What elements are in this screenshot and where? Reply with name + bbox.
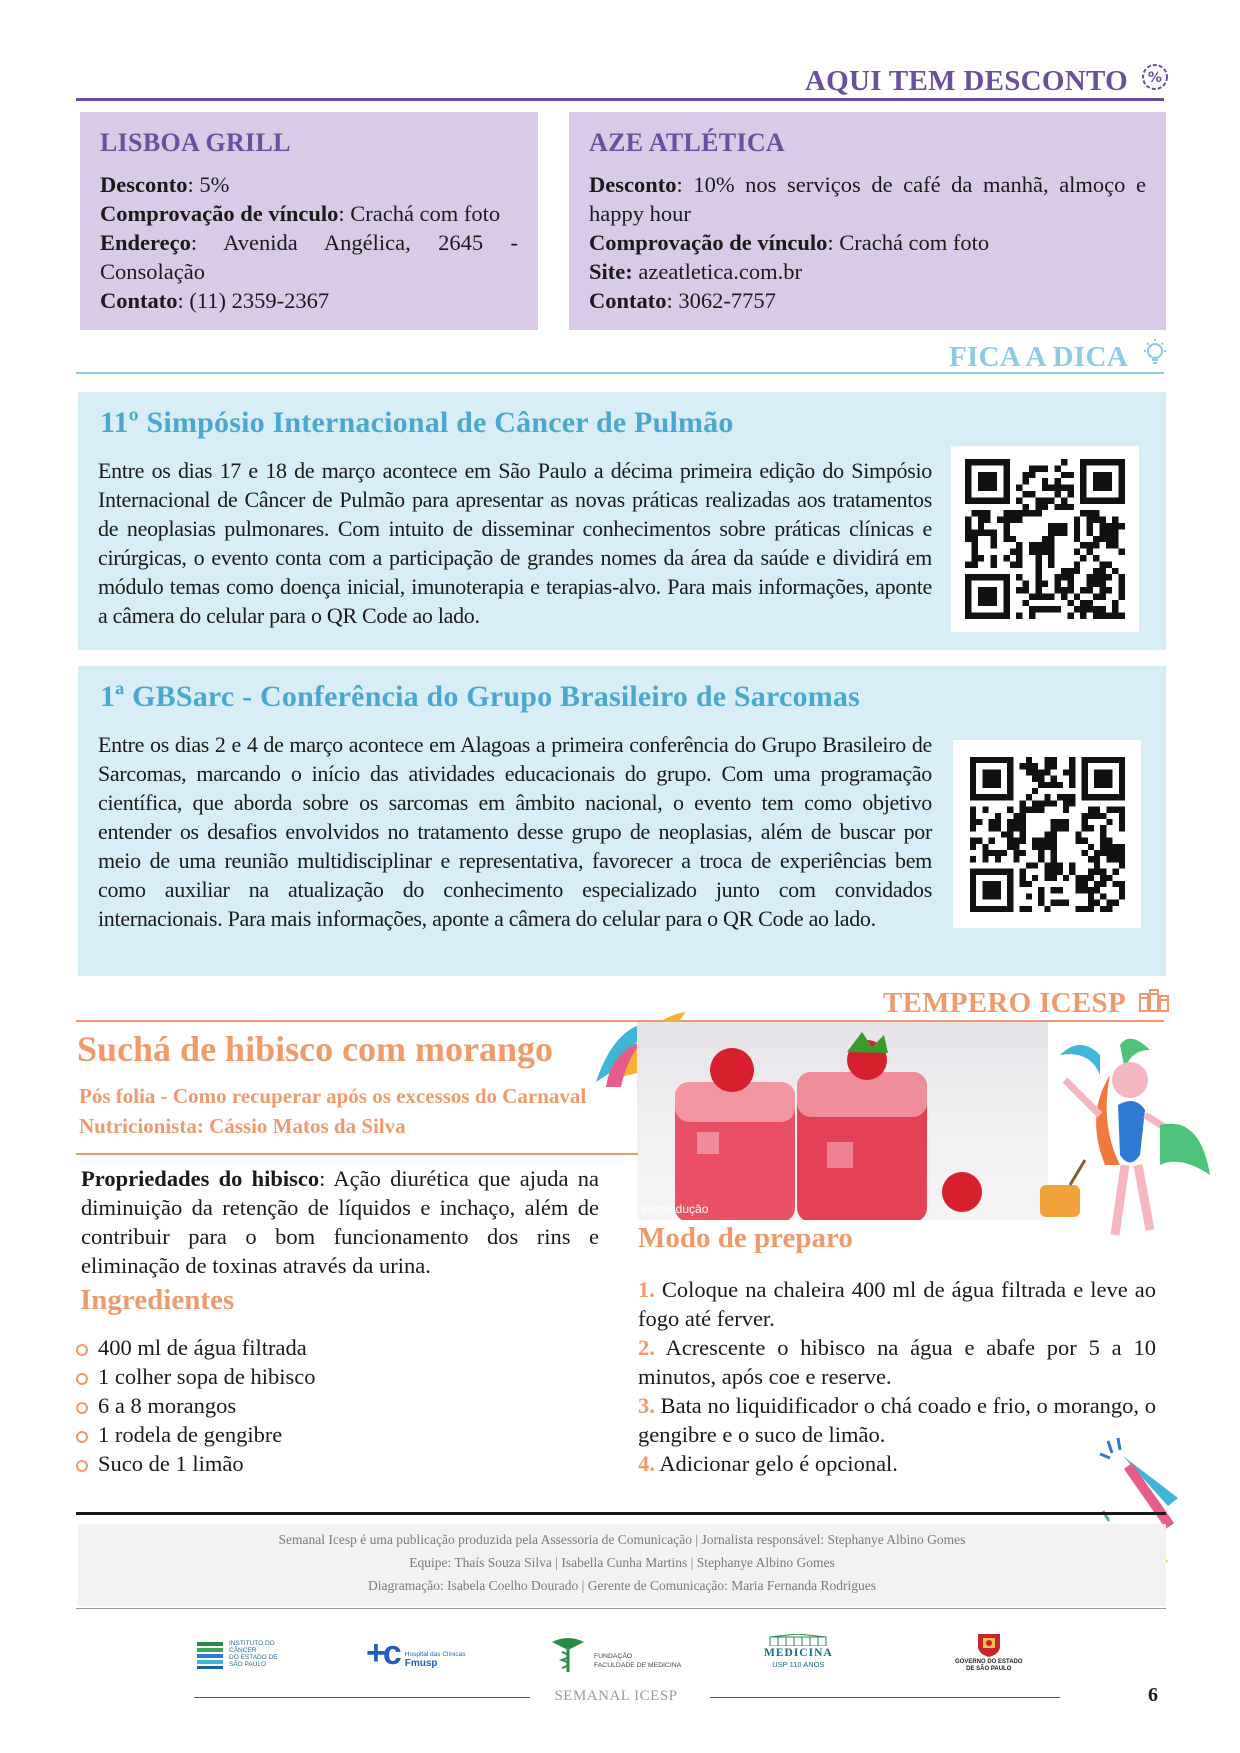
method-steps — [638, 1275, 1156, 1478]
icesp-logo: INSTITUTO DO CÂNCER DO ESTADO DE SÃO PAULO — [197, 1640, 278, 1670]
footer-rule-right — [710, 1697, 1060, 1698]
event-title: 11º Simpósio Internacional de Câncer de Pulmão — [100, 406, 734, 439]
card-title: AZE ATLÉTICA — [589, 128, 786, 157]
percent-badge-icon — [1140, 62, 1170, 100]
recipe-title: Suchá de hibisco com morango — [77, 1029, 554, 1069]
credit-line: Semanal Icesp é uma publicação produzida pela Assessoria de Comunicação | Jornalista responsável: Stephanye Albino Gomes — [278, 1532, 966, 1547]
qr-code-pulmao[interactable] — [951, 446, 1139, 632]
address-line: Endereço: Avenida Angélica, 2645 - Consolação — [100, 230, 518, 284]
divider-desconto — [76, 98, 1164, 101]
recipe-author: Nutricionista: Cássio Matos da Silva — [79, 1114, 406, 1138]
publication-name: SEMANAL ICESP — [554, 1688, 678, 1704]
governo-sp-logo: GOVERNO DO ESTADO DE SÃO PAULO — [955, 1630, 1023, 1673]
step-item: 3. Bata no liquidificador o chá coado e frio, o morango, o gengibre e o suco de limão. — [638, 1393, 1156, 1447]
lightbulb-icon — [1140, 338, 1170, 376]
recipe-subtitle: Pós folia - Como recuperar após os excessos do Carnaval — [79, 1084, 587, 1108]
section-title-desconto: AQUI TEM DESCONTO — [804, 64, 1128, 97]
event-description: Entre os dias 2 e 4 de março acontece em Alagoas a primeira conferência do Grupo Brasileiro de Sarcomas, marcando o início das atividades educacionais do grupo. Com uma programação científica, que aborda sobre os sarcomas em âmbito nacional, o evento tem como objetivo entender os desafios envolvidos no tratamento desse grupo de neoplasias, além de buscar por meio de uma reunião multidisciplinar e representativa, favorecer a troca de experiências bem como auxiliar na atualização do conhecimento especializado junto com convidados internacionais. Para mais informações, aponte a câmera do celular para o QR Code ao lado. — [98, 732, 932, 931]
ingredients-title: Ingredientes — [80, 1284, 235, 1316]
qr-code-sarcomas[interactable] — [953, 740, 1141, 928]
event-description: Entre os dias 17 e 18 de março acontece em São Paulo a décima primeira edição do Simpósio Internacional de Câncer de Pulmão para apresentar as novas práticas realizadas aos tratamentos de neoplasias pulmonares. Com intuito de disseminar conhecimentos sobre práticas clínicas e cirúrgicas, o evento conta com a participação de grandes nomes da área da saúde e dividirá em módulo temas como doença inicial, imunoterapia e terapias-alvo. Para mais informações, aponte a câmera do celular para o QR Code ao lado. — [98, 458, 932, 628]
hibiscus-properties: Propriedades do hibisco: Ação diurética que ajuda na diminuição da retenção de líquidos e inchaço, além de contribuir para o bom funcionamento dos rins e eliminação de toxinas através da urina. — [81, 1166, 599, 1278]
photo-credit: Reprodução — [643, 1202, 709, 1216]
credit-line: Equipe: Thaís Souza Silva | Isabella Cunha Martins | Stephanye Albino Gomes — [409, 1555, 835, 1570]
event-card-pulmao — [78, 392, 1166, 650]
step-item: 1. Coloque na chaleira 400 ml de água filtrada e leve ao fogo até ferver. — [638, 1277, 1156, 1331]
discount-card-aze — [569, 112, 1166, 330]
list-item: 1 colher sopa de hibisco — [78, 1362, 315, 1391]
footer-divider-top — [76, 1512, 1166, 1515]
section-header-tempero — [883, 984, 1170, 1022]
section-title-tempero: TEMPERO ICESP — [882, 986, 1126, 1019]
hc-fmusp-logo: +c Hospital das Clínicas Fmusp — [366, 1634, 466, 1672]
list-item: Suco de 1 limão — [78, 1449, 315, 1478]
step-item: 2. Acrescente o hibisco na água e abafe por 5 a 10 minutos, após coe e reserve. — [638, 1335, 1156, 1389]
footer-rule-left — [194, 1697, 530, 1698]
credit-line: Diagramação: Isabela Coelho Dourado | Gerente de Comunicação: Maria Fernanda Rodrigues — [367, 1578, 877, 1593]
event-title: 1ª GBSarc - Conferência do Grupo Brasileiro de Sarcomas — [100, 680, 860, 713]
footer-divider-bottom — [76, 1608, 1166, 1609]
spice-jars-icon — [1138, 984, 1170, 1022]
event-card-sarcomas — [78, 666, 1166, 976]
ingredients-list — [78, 1333, 315, 1478]
discount-card-lisboa — [80, 112, 538, 330]
credits-block — [78, 1524, 1166, 1606]
ffm-logo: FUNDAÇÃO FACULDADE DE MEDICINA — [548, 1636, 681, 1674]
section-header-desconto — [805, 62, 1170, 100]
discount-line: Desconto: 5% — [100, 172, 230, 197]
discount-line: Desconto: 10% nos serviços de café da manhã, almoço e happy hour — [589, 172, 1146, 226]
list-item: 1 rodela de gengibre — [78, 1420, 315, 1449]
method-title: Modo de preparo — [638, 1222, 853, 1254]
list-item: 400 ml de água filtrada — [78, 1333, 315, 1362]
drink-photo — [637, 1022, 1048, 1220]
contact-line: Contato: 3062-7757 — [589, 288, 776, 313]
carnival-dancer-illustration — [1040, 1035, 1220, 1270]
svg-text:%: % — [1147, 70, 1163, 86]
divider-dica — [76, 372, 1164, 374]
divider-recipe-title — [76, 1153, 638, 1155]
medicina-usp-logo: MEDICINA USP 110 ANOS — [764, 1634, 833, 1669]
site-line: Site: azeatletica.com.br — [589, 259, 803, 284]
proof-line: Comprovação de vínculo: Crachá com foto — [100, 201, 501, 226]
list-item: 6 a 8 morangos — [78, 1391, 315, 1420]
step-item: 4. Adicionar gelo é opcional. — [638, 1451, 898, 1476]
section-title-dica: FICA A DICA — [949, 340, 1128, 373]
card-title: LISBOA GRILL — [100, 128, 291, 157]
proof-line: Comprovação de vínculo: Crachá com foto — [589, 230, 990, 255]
page-number: 6 — [1148, 1684, 1158, 1706]
section-header-dica — [949, 338, 1170, 376]
contact-line: Contato: (11) 2359-2367 — [100, 288, 330, 313]
